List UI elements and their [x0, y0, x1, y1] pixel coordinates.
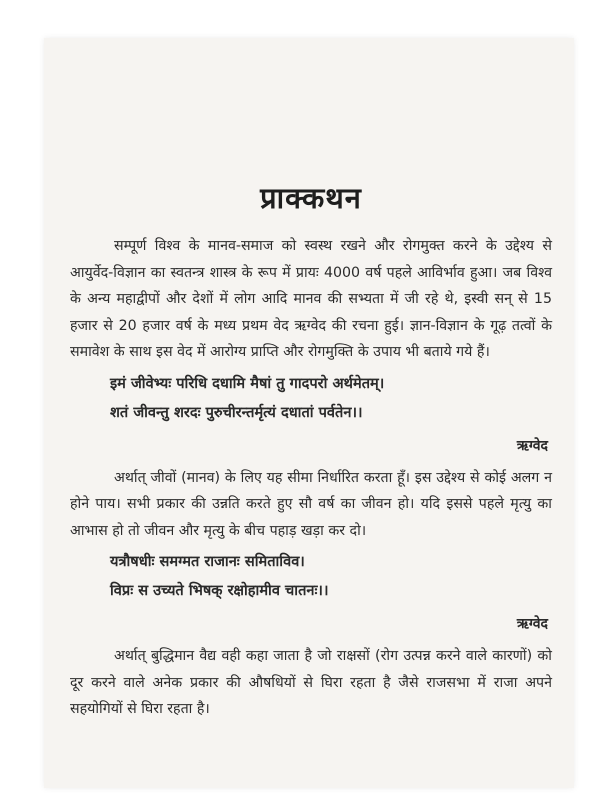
verse-1-line-2: शतं जीवन्तु शरदः पुरुचीरन्तर्मृत्यं दधातां पर्वतेन।। — [110, 403, 363, 421]
verse-1-line-1: इमं जीवेभ्यः परिधि दधामि मैषां तु गादपरो अर्थमेतम्। — [110, 374, 385, 392]
meaning-paragraph-2: अर्थात् बुद्धिमान वैद्य वही कहा जाता है जो राक्षसों (रोग उत्पन्न करने वाले कारणों) को दूर करने वाले अनेक प्रकार की औषधियों से घिरा रहता है जैसे राजसभा में राजा अपने सहयोगियों से घिरा रहता है। — [70, 648, 552, 717]
verse-2-line-1: यत्रौषधीः समग्मत राजानः समिताविव। — [110, 553, 305, 570]
book-page — [44, 38, 574, 788]
meaning-paragraph-1: अर्थात् जीवों (मानव) के लिए यह सीमा निर्धारित करता हूँ। इस उद्देश्य से कोई अलग न होने पाय। सभी प्रकार की उन्नति करते हुए सौ वर्ष का जीवन हो। यदि इससे पहले मृत्यु का आभास हो तो जीवन और मृत्यु के बीच पहाड़ खड़ा कर दो। — [70, 469, 552, 539]
verse-2-source: ऋग्वेद — [516, 616, 548, 632]
verse-1-source: ऋग्वेद — [516, 437, 548, 454]
page-title: प्राक्कथन — [260, 181, 362, 215]
intro-paragraph: सम्पूर्ण विश्व के मानव-समाज को स्वस्थ रखने और रोगमुक्त करने के उद्देश्य से आयुर्वेद-विज्ञान का स्वतन्त्र शास्त्र के रूप में प्रायः 4000 वर्ष पहले आविर्भाव हुआ। जब विश्व के अन्य महाद्वीपों और देशों में लोग आदि मानव की सभ्यता में जी रहे थे, इस्वी सन् से 15 हजार से 20 हजार वर्ष के मध्य प्रथम वेद ऋग्वेद की रचना हुई। ज्ञान-विज्ञान के गूढ़ तत्वों के समावेश के साथ इस वेद में आरोग्य प्राप्ति और रोगमुक्ति के उपाय भी बताये गये हैं। — [70, 238, 552, 360]
page-content — [70, 178, 552, 723]
verse-2-line-2: विप्रः स उच्यते भिषक् रक्षोहामीव चातनः।। — [110, 582, 329, 599]
